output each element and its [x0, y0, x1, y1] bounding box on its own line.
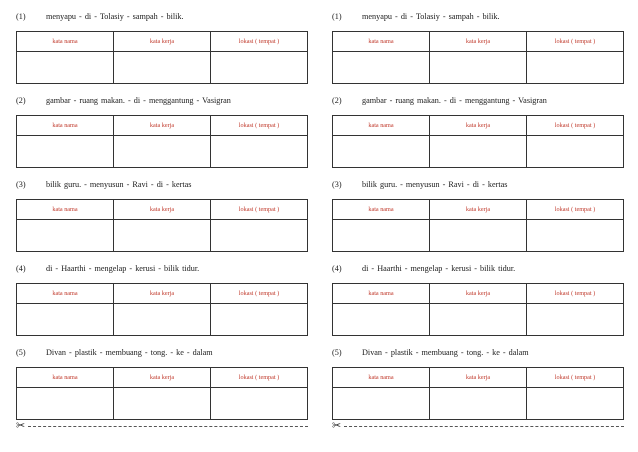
answer-cell-kata-nama[interactable] — [17, 304, 113, 335]
worksheet-column-left — [16, 0, 308, 452]
answer-cell-kata-kerja[interactable] — [113, 220, 210, 251]
answer-cell-lokasi[interactable] — [210, 388, 307, 419]
answer-table — [16, 115, 308, 168]
header-lokasi: lokasi ( tempat ) — [210, 368, 307, 387]
answer-cell-lokasi[interactable] — [210, 304, 307, 335]
answer-cell-kata-kerja[interactable] — [429, 220, 526, 251]
answer-cell-kata-nama[interactable] — [17, 220, 113, 251]
cut-line — [332, 420, 624, 432]
exercise-number: (3) — [332, 180, 342, 189]
answer-table-header-row — [17, 200, 307, 219]
scrambled-sentence: bilik guru. - menyusun - Ravi - di - kertas — [46, 180, 192, 189]
answer-table-header-row — [333, 368, 623, 387]
header-kata-kerja: kata kerja — [113, 116, 210, 135]
answer-table-header-row — [333, 116, 623, 135]
answer-table — [332, 199, 624, 252]
answer-table-header-row — [333, 32, 623, 51]
answer-cell-kata-kerja[interactable] — [429, 52, 526, 83]
header-kata-kerja: kata kerja — [113, 368, 210, 387]
header-kata-nama: kata nama — [52, 206, 78, 213]
header-kata-kerja: kata kerja — [429, 116, 526, 135]
scrambled-sentence: gambar - ruang makan. - di - menggantung - Vasigran — [362, 96, 547, 105]
exercise-number: (5) — [332, 348, 342, 357]
answer-table-answer-row — [333, 303, 623, 335]
dashed-cut-line — [28, 426, 308, 427]
scrambled-sentence: gambar - ruang makan. - di - menggantung - Vasigran — [46, 96, 231, 105]
answer-cell-lokasi[interactable] — [210, 136, 307, 167]
answer-table-answer-row — [17, 219, 307, 251]
dashed-cut-line — [344, 426, 624, 427]
answer-table-answer-row — [333, 51, 623, 83]
scrambled-sentence: menyapu - di - Tolasiy - sampah - bilik. — [362, 12, 500, 21]
answer-cell-kata-kerja[interactable] — [113, 304, 210, 335]
answer-cell-kata-nama[interactable] — [333, 52, 429, 83]
answer-table-header-row — [17, 368, 307, 387]
answer-table-answer-row — [17, 51, 307, 83]
answer-cell-lokasi[interactable] — [526, 304, 623, 335]
header-kata-nama: kata nama — [52, 290, 78, 297]
answer-cell-kata-kerja[interactable] — [429, 304, 526, 335]
answer-cell-lokasi[interactable] — [210, 220, 307, 251]
scrambled-sentence: bilik guru. - menyusun - Ravi - di - kertas — [362, 180, 508, 189]
scrambled-sentence: menyapu - di - Tolasiy - sampah - bilik. — [46, 12, 184, 21]
header-kata-nama: kata nama — [368, 374, 394, 381]
header-kata-nama: kata nama — [52, 38, 78, 45]
header-kata-kerja: kata kerja — [113, 284, 210, 303]
header-lokasi: lokasi ( tempat ) — [526, 200, 623, 219]
answer-cell-kata-kerja[interactable] — [113, 136, 210, 167]
answer-table-answer-row — [17, 303, 307, 335]
answer-cell-kata-nama[interactable] — [333, 220, 429, 251]
header-lokasi: lokasi ( tempat ) — [210, 32, 307, 51]
answer-table — [332, 367, 624, 420]
answer-table-answer-row — [333, 219, 623, 251]
answer-table — [16, 199, 308, 252]
answer-cell-kata-nama[interactable] — [17, 388, 113, 419]
answer-cell-kata-nama[interactable] — [333, 304, 429, 335]
answer-table-answer-row — [17, 135, 307, 167]
header-kata-kerja: kata kerja — [429, 200, 526, 219]
exercise-number: (2) — [16, 96, 26, 105]
answer-cell-kata-nama[interactable] — [17, 52, 113, 83]
header-lokasi: lokasi ( tempat ) — [210, 200, 307, 219]
exercise-number: (3) — [16, 180, 26, 189]
header-kata-nama: kata nama — [368, 122, 394, 129]
answer-table-header-row — [333, 200, 623, 219]
header-kata-nama: kata nama — [52, 122, 78, 129]
answer-cell-lokasi[interactable] — [526, 52, 623, 83]
exercise-number: (4) — [16, 264, 26, 273]
header-kata-nama: kata nama — [368, 206, 394, 213]
header-lokasi: lokasi ( tempat ) — [210, 116, 307, 135]
header-kata-kerja: kata kerja — [429, 32, 526, 51]
scrambled-sentence: di - Haarthi - mengelap - kerusi - bilik tidur. — [46, 264, 200, 273]
header-kata-kerja: kata kerja — [429, 368, 526, 387]
answer-cell-lokasi[interactable] — [526, 136, 623, 167]
answer-table-header-row — [17, 32, 307, 51]
answer-cell-kata-nama[interactable] — [17, 136, 113, 167]
header-lokasi: lokasi ( tempat ) — [526, 116, 623, 135]
header-kata-nama: kata nama — [368, 38, 394, 45]
answer-cell-kata-kerja[interactable] — [429, 136, 526, 167]
header-lokasi: lokasi ( tempat ) — [526, 284, 623, 303]
answer-table-header-row — [17, 116, 307, 135]
answer-cell-lokasi[interactable] — [526, 388, 623, 419]
answer-cell-kata-nama[interactable] — [333, 388, 429, 419]
header-kata-kerja: kata kerja — [429, 284, 526, 303]
answer-table — [16, 31, 308, 84]
answer-table-header-row — [17, 284, 307, 303]
worksheet-column-right — [332, 0, 624, 452]
scrambled-sentence: Divan - plastik - membuang - tong. - ke - dalam — [46, 348, 213, 357]
answer-table — [332, 31, 624, 84]
answer-cell-kata-kerja[interactable] — [113, 52, 210, 83]
answer-cell-lokasi[interactable] — [526, 220, 623, 251]
exercise-number: (1) — [16, 12, 26, 21]
header-kata-nama: kata nama — [52, 374, 78, 381]
answer-table-answer-row — [333, 387, 623, 419]
header-kata-kerja: kata kerja — [113, 32, 210, 51]
scissors-icon: ✂ — [332, 420, 342, 432]
header-kata-kerja: kata kerja — [113, 200, 210, 219]
header-lokasi: lokasi ( tempat ) — [526, 368, 623, 387]
exercise-number: (2) — [332, 96, 342, 105]
answer-table-answer-row — [333, 135, 623, 167]
answer-table — [16, 367, 308, 420]
answer-table-header-row — [333, 284, 623, 303]
scrambled-sentence: Divan - plastik - membuang - tong. - ke - dalam — [362, 348, 529, 357]
exercise-number: (5) — [16, 348, 26, 357]
header-lokasi: lokasi ( tempat ) — [210, 284, 307, 303]
answer-cell-lokasi[interactable] — [210, 52, 307, 83]
answer-cell-kata-kerja[interactable] — [429, 388, 526, 419]
scissors-icon: ✂ — [16, 420, 26, 432]
answer-table — [332, 115, 624, 168]
exercise-number: (1) — [332, 12, 342, 21]
header-kata-nama: kata nama — [368, 290, 394, 297]
cut-line — [16, 420, 308, 432]
scrambled-sentence: di - Haarthi - mengelap - kerusi - bilik tidur. — [362, 264, 516, 273]
answer-table — [16, 283, 308, 336]
header-lokasi: lokasi ( tempat ) — [526, 32, 623, 51]
answer-table — [332, 283, 624, 336]
answer-table-answer-row — [17, 387, 307, 419]
answer-cell-kata-kerja[interactable] — [113, 388, 210, 419]
exercise-number: (4) — [332, 264, 342, 273]
answer-cell-kata-nama[interactable] — [333, 136, 429, 167]
